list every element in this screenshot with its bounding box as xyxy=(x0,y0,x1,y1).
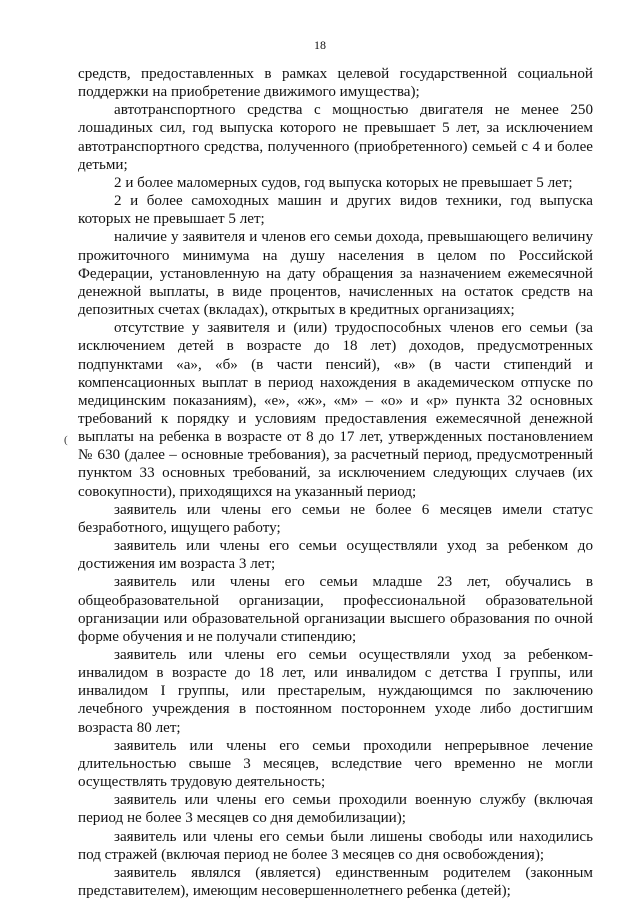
paragraph: отсутствие у заявителя и (или) трудоспособных членов его семьи (за исключением детей в возрасте до 18 лет) доходов, предусмотренных подпунктами «а», «б» (в части пенсий), «в» (в части стипендий и компенсационных выплат в период нахождения в академическом отпуске по медицинским показаниям), «е», «ж», «м» – «о» и «р» пункта 32 основных требований к порядку и условиям предоставления ежемесячной денежной выплаты на ребенка в возрасте от 8 до 17 лет, утвержденных постановлением № 630 (далее – основные требования), за расчетный период, предусмотренный пунктом 33 основных требований, за исключением следующих случаев (их совокупности), приходящихся на указанный период; xyxy=(78,320,593,500)
paragraph: заявитель или члены его семьи не более 6 месяцев имели статус безработного, ищущего работу; xyxy=(78,501,593,536)
body-text xyxy=(78,65,593,900)
paragraph: заявитель или члены его семьи проходили военную службу (включая период не более 3 месяцев со дня демобилизации); xyxy=(78,792,593,827)
paragraph: наличие у заявителя и членов его семьи дохода, превышающего величину прожиточного минимума на душу населения в целом по Российской Федерации, установленную на дату обращения за назначением ежемесячной денежной выплаты, в виде процентов, начисленных на остаток средств на депозитных счетах (вкладах), открытых в кредитных организациях; xyxy=(78,229,593,319)
paragraph: заявитель или члены его семьи были лишены свободы или находились под стражей (включая период не более 3 месяцев со дня освобождения); xyxy=(78,828,593,863)
page-number: 18 xyxy=(314,38,326,52)
paragraph: 2 и более маломерных судов, год выпуска которых не превышает 5 лет; xyxy=(114,174,573,191)
paragraph: заявитель являлся (является) единственным родителем (законным представителем), имеющим несовершеннолетнего ребенка (детей); xyxy=(78,864,593,900)
paragraph: автотранспортного средства с мощностью двигателя не менее 250 лошадиных сил, год выпуска которого не превышает 5 лет, за исключением автотранспортного средства, полученного (приобретенного) семьей с 4 и более детьми; xyxy=(78,102,593,173)
paragraph: 2 и более самоходных машин и других видов техники, год выпуска которых не превышает 5 лет; xyxy=(78,193,593,228)
paragraph: заявитель или члены его семьи младше 23 лет, обучались в общеобразовательной организации, профессиональной образовательной организации или образовательной организации высшего образования по очной форме обучения и не получали стипендию; xyxy=(78,574,593,645)
paragraph: заявитель или члены его семьи осуществляли уход за ребенком до достижения им возраста 3 лет; xyxy=(78,538,593,573)
paragraph: заявитель или члены его семьи проходили непрерывное лечение длительностью свыше 3 месяцев, вследствие чего временно не могли осуществлять трудовую деятельность; xyxy=(78,737,593,791)
margin-mark: ( xyxy=(64,434,68,446)
paragraph: средств, предоставленных в рамках целевой государственной социальной поддержки на приобретение движимого имущества); xyxy=(78,66,593,101)
paragraph: заявитель или члены его семьи осуществляли уход за ребенком-инвалидом в возрасте до 18 лет, или инвалидом с детства I группы, или инвалидом I группы, или престарелым, нуждающимся по заключению лечебного учреждения в постоянном постороннем уходе либо достигшим возраста 80 лет; xyxy=(78,647,593,736)
